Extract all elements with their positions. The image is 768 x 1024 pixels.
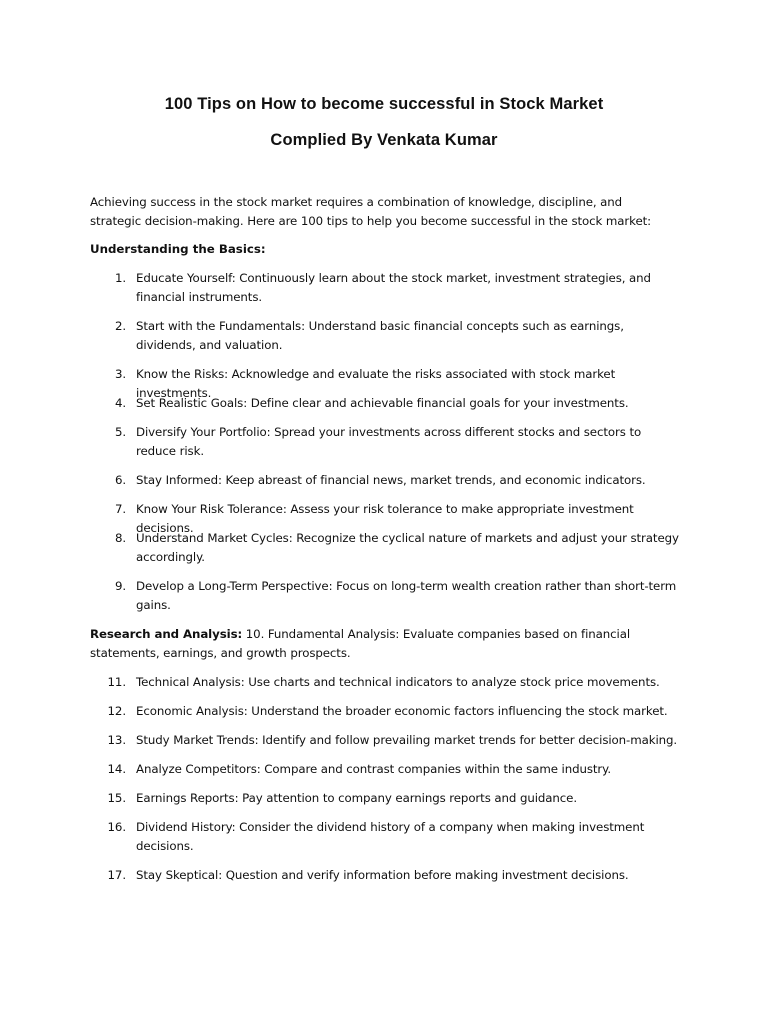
- list-item: [107, 866, 690, 885]
- list-item-number: 16.: [107, 820, 126, 834]
- list-item-number: 2.: [114, 319, 126, 333]
- list-item: [107, 702, 690, 721]
- list-item: [110, 423, 690, 461]
- list-item-text: Stay Informed: Keep abreast of financial news, market trends, and economic indicators.: [136, 473, 646, 487]
- list-item-text: Diversify Your Portfolio: Spread your investments across different stocks and sectors to reduce risk.: [136, 425, 642, 458]
- list-item-number: 12.: [107, 704, 126, 718]
- list-item-text: Dividend History: Consider the dividend history of a company when making investment decisions.: [136, 820, 645, 853]
- list-item-text: Technical Analysis: Use charts and technical indicators to analyze stock price movements.: [136, 675, 660, 689]
- list-item-text: Economic Analysis: Understand the broader economic factors influencing the stock market.: [136, 704, 668, 718]
- document-subtitle: Complied By Venkata Kumar: [270, 131, 498, 149]
- list-item-text: Analyze Competitors: Compare and contrast companies within the same industry.: [136, 762, 612, 776]
- list-item: [110, 471, 690, 490]
- list-item: [110, 577, 690, 615]
- list-item-text: Start with the Fundamentals: Understand basic financial concepts such as earnings, dividends, and valuation.: [136, 319, 624, 352]
- list-item-number: 6.: [114, 473, 126, 487]
- list-item: [110, 394, 690, 413]
- list-item: [107, 789, 690, 808]
- list-item-text: Know Your Risk Tolerance: Assess your risk tolerance to make appropriate investment decisions.: [136, 502, 634, 535]
- list-item-number: 14.: [107, 762, 126, 776]
- list-item: [107, 818, 690, 856]
- research-inline-text: 10. Fundamental Analysis: Evaluate companies based on financial statements, earnings, and growth prospects.: [90, 627, 631, 660]
- list-item-number: 5.: [114, 425, 126, 439]
- document-title: 100 Tips on How to become successful in Stock Market: [164, 95, 604, 113]
- list-item-text: Understand Market Cycles: Recognize the cyclical nature of markets and adjust your strategy accordingly.: [136, 531, 679, 564]
- list-item-number: 1.: [114, 271, 126, 285]
- list-item-text: Develop a Long-Term Perspective: Focus on long-term wealth creation rather than short-term gains.: [136, 579, 677, 612]
- list-item-text: Stay Skeptical: Question and verify information before making investment decisions.: [136, 868, 629, 882]
- research-paragraph: [90, 625, 685, 663]
- list-item-number: 15.: [107, 791, 126, 805]
- list-item-text: Know the Risks: Acknowledge and evaluate the risks associated with stock market investments.: [136, 367, 616, 400]
- list-item-text: Study Market Trends: Identify and follow prevailing market trends for better decision-making.: [136, 733, 678, 747]
- section-heading-basics: Understanding the Basics:: [90, 242, 266, 256]
- list-item: [110, 269, 690, 307]
- list-item: [107, 760, 690, 779]
- list-item: [107, 731, 690, 750]
- list-item-number: 9.: [114, 579, 126, 593]
- list-item: [107, 673, 690, 692]
- list-item-number: 3.: [114, 367, 126, 381]
- list-item-number: 17.: [107, 868, 126, 882]
- list-item-text: Set Realistic Goals: Define clear and achievable financial goals for your investments.: [136, 396, 629, 410]
- intro-paragraph: Achieving success in the stock market requires a combination of knowledge, discipline, and strategic decision-making. Here are 100 tips to help you become successful in the stock market:: [90, 195, 652, 228]
- list-item-number: 4.: [114, 396, 126, 410]
- list-item: [110, 317, 690, 355]
- list-item-number: 7.: [114, 502, 126, 516]
- list-item-number: 8.: [114, 531, 126, 545]
- list-item-number: 11.: [107, 675, 126, 689]
- section-heading-research: Research and Analysis:: [90, 627, 243, 641]
- list-item-number: 13.: [107, 733, 126, 747]
- list-item-text: Educate Yourself: Continuously learn about the stock market, investment strategies, and financial instruments.: [136, 271, 651, 304]
- list-item-text: Earnings Reports: Pay attention to company earnings reports and guidance.: [136, 791, 577, 805]
- list-item: [110, 529, 690, 567]
